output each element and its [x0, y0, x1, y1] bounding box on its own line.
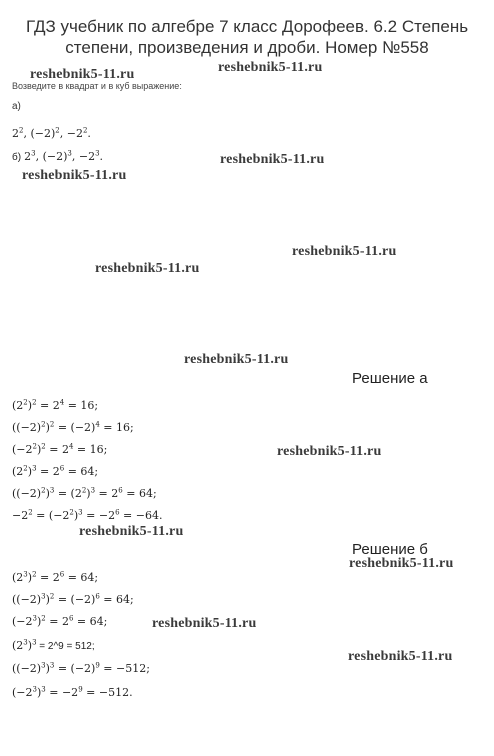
- solution-a-line-5: $((-2)^2)^3 = (2^2)^3 = 2^6 = 64$;: [12, 486, 157, 500]
- solution-b-line-5: $((-2)^3)^3 = (-2)^9 = -512$;: [12, 661, 150, 675]
- watermark: reshebnik5-11.ru: [30, 67, 135, 82]
- page-title-line-1: ГДЗ учебник по алгебре 7 класс Дорофеев. 6.2 Степень: [25, 17, 469, 36]
- watermark: reshebnik5-11.ru: [184, 352, 289, 367]
- part-b-row: [12, 150, 103, 163]
- solution-a-line-1: $(2^2)^2 = 2^4 = 16$;: [12, 398, 99, 412]
- solution-b-line-1: $(2^3)^2 = 2^6 = 64$;: [12, 570, 99, 584]
- watermark: reshebnik5-11.ru: [292, 244, 397, 259]
- task-statement: Возведите в квадрат и в куб выражение:: [12, 81, 182, 91]
- part-a-label: а): [12, 101, 21, 112]
- solution-b-line-6: $(-2^3)^3 = -2^9 = -512$.: [12, 685, 133, 699]
- solution-a-heading: Решение а: [352, 370, 428, 387]
- watermark: reshebnik5-11.ru: [152, 616, 257, 631]
- watermark: reshebnik5-11.ru: [22, 168, 127, 183]
- watermark: reshebnik5-11.ru: [218, 60, 323, 75]
- watermark: reshebnik5-11.ru: [79, 524, 184, 539]
- watermark: reshebnik5-11.ru: [220, 152, 325, 167]
- watermark: reshebnik5-11.ru: [277, 444, 382, 459]
- solution-a-line-3: $(-2^2)^2 = 2^4 = 16$;: [12, 442, 108, 456]
- part-b-expressions: $2^3$, $(-2)^3$, $-2^3$.: [24, 149, 104, 163]
- solution-b-line-3: $(-2^3)^2 = 2^6 = 64$;: [12, 614, 108, 628]
- watermark: reshebnik5-11.ru: [349, 556, 454, 571]
- solution-b-line-4: $(2^3)^3$ = 2^9 = 512;: [12, 638, 95, 652]
- part-b-label: б): [12, 152, 22, 163]
- solution-a-line-6: $-2^2 = (-2^2)^3 = -2^6 = -64$.: [12, 508, 163, 522]
- watermark: reshebnik5-11.ru: [95, 261, 200, 276]
- part-a-expressions: $2^2$, $(-2)^2$, $-2^2$.: [12, 126, 91, 140]
- solution-b-line-2: $((-2)^3)^2 = (-2)^6 = 64$;: [12, 592, 134, 606]
- watermark: reshebnik5-11.ru: [348, 649, 453, 664]
- solution-a-line-2: $((-2)^2)^2 = (-2)^4 = 16$;: [12, 420, 134, 434]
- solution-b-heading: Решение б: [352, 541, 428, 558]
- page-title-line-2: степени, произведения и дроби. Номер №558: [65, 38, 429, 57]
- page-title: [20, 16, 474, 58]
- solution-a-line-4: $(2^2)^3 = 2^6 = 64$;: [12, 464, 99, 478]
